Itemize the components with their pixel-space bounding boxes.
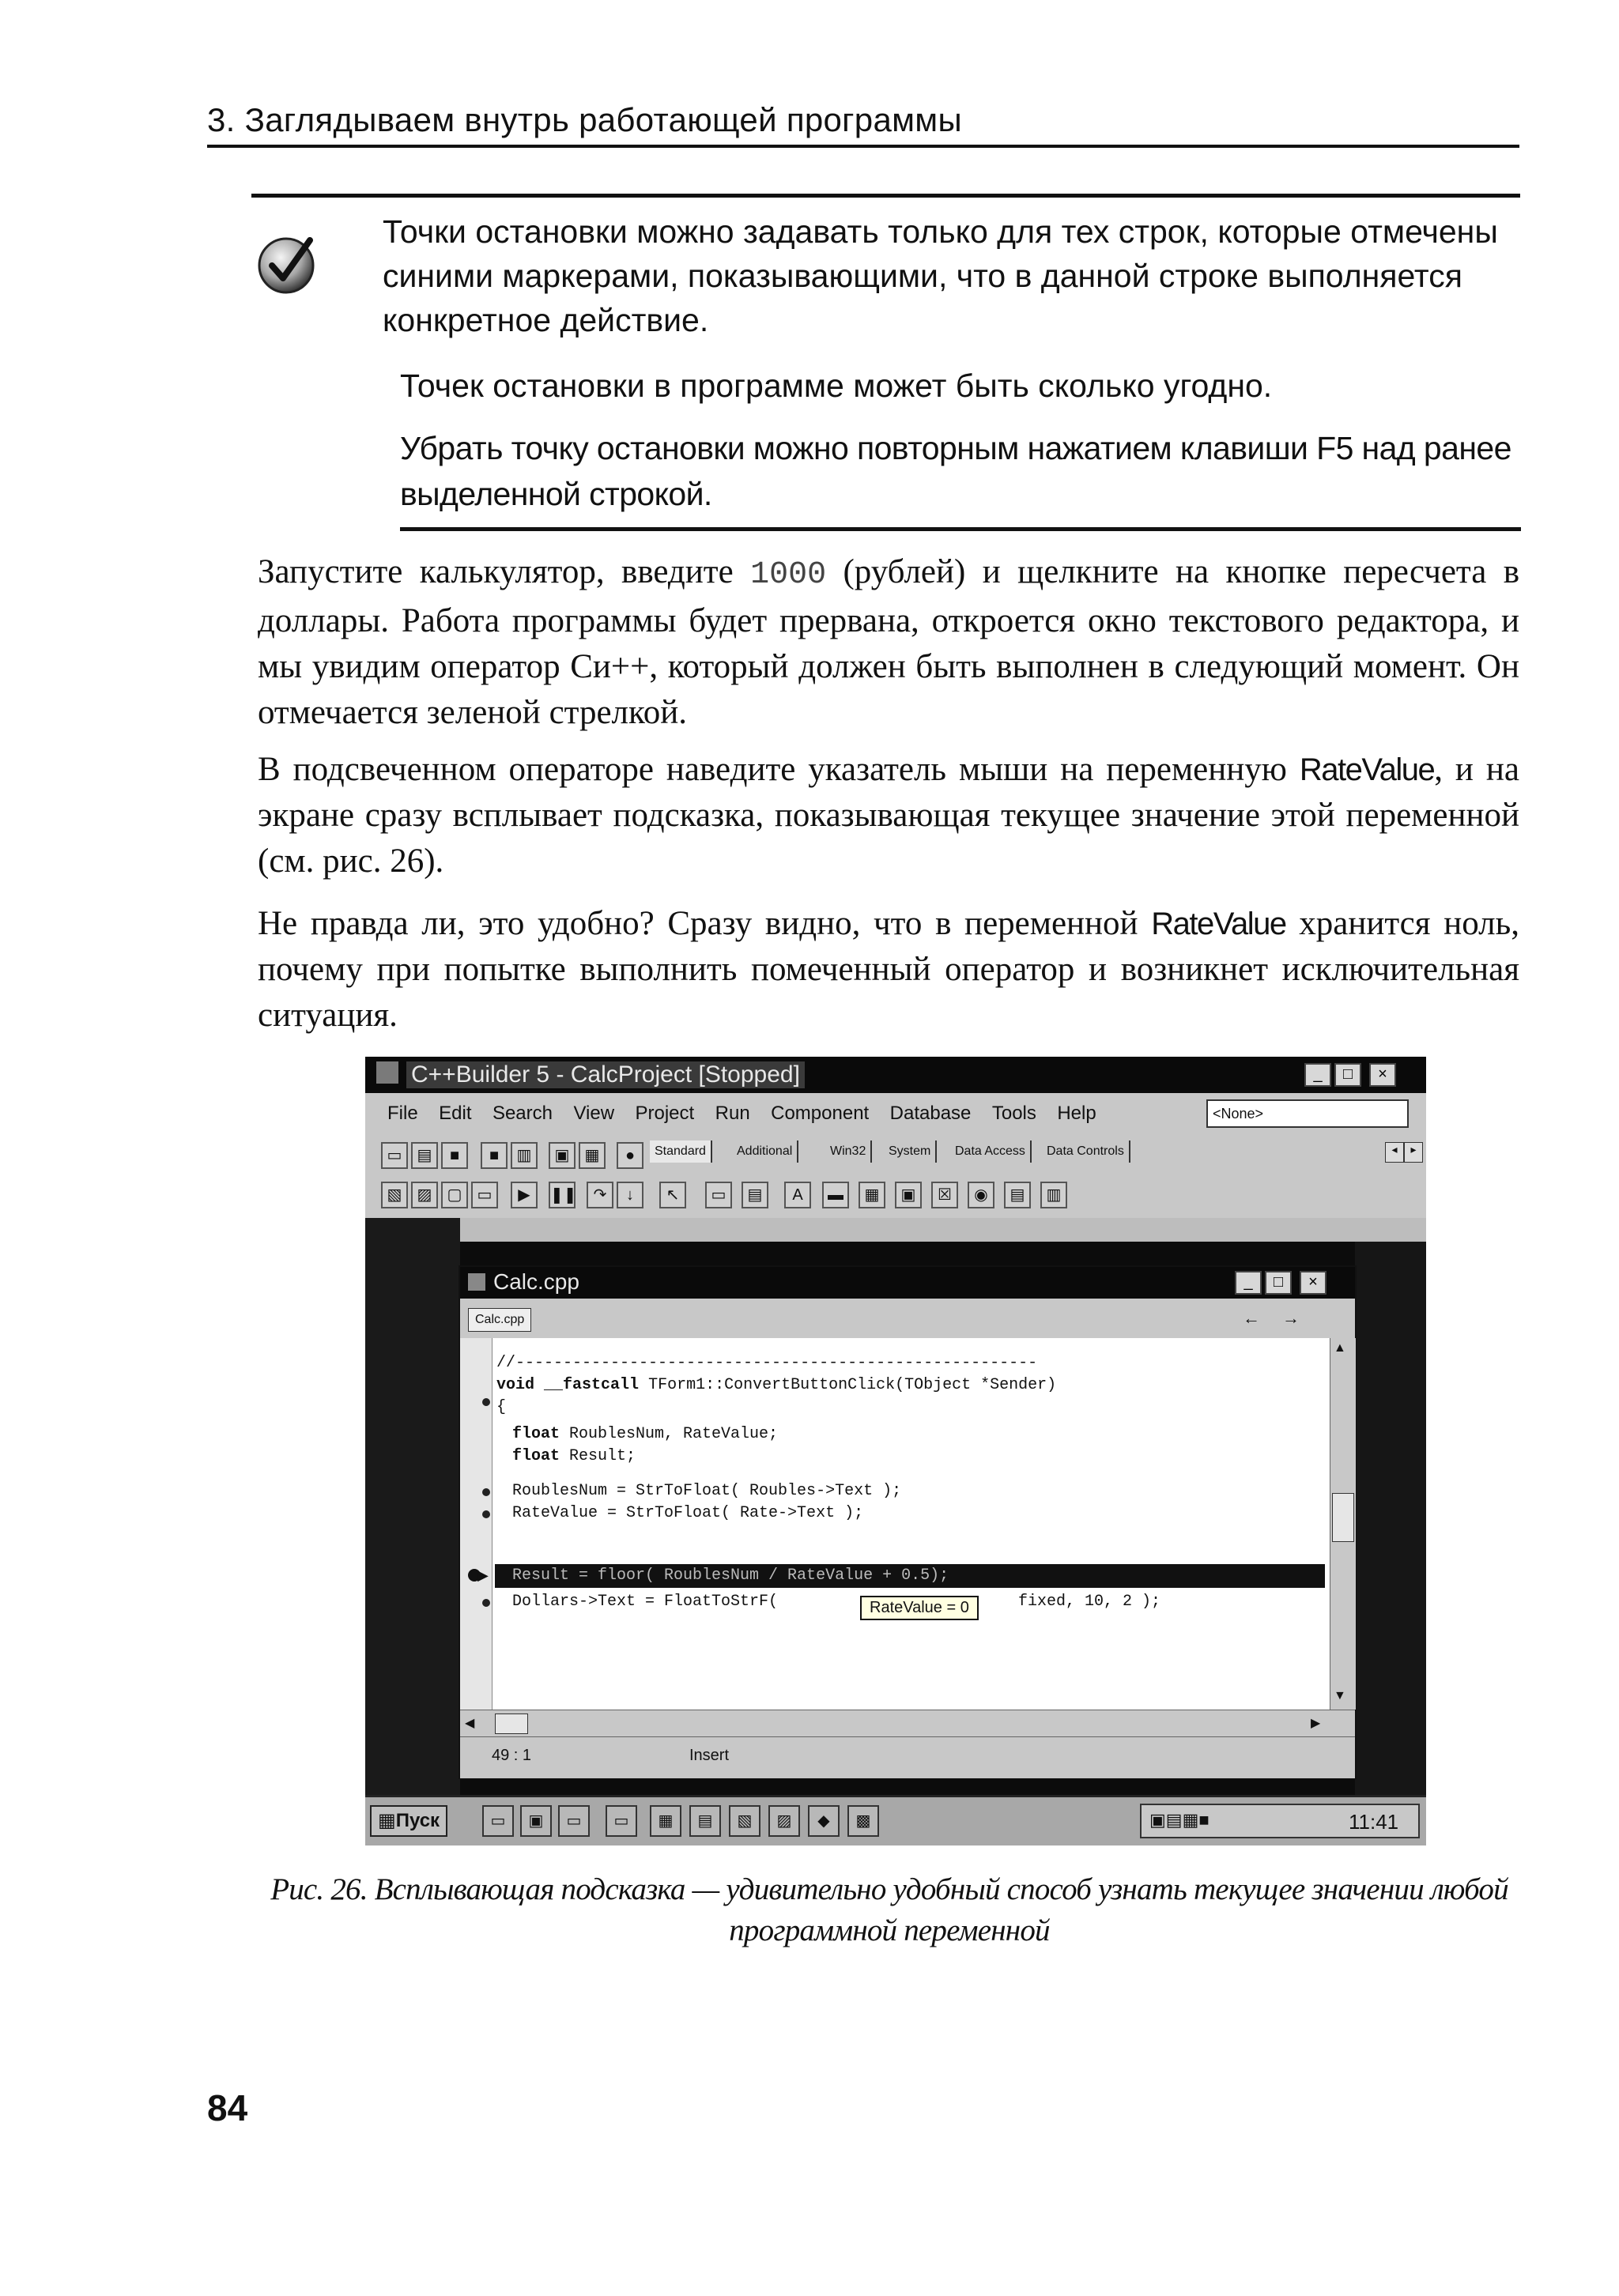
header-rule [207, 145, 1519, 148]
tab-data-access[interactable]: Data Access [950, 1140, 1032, 1163]
palette-scroll-left-icon[interactable]: ◂ [1385, 1142, 1404, 1163]
editor-close-button[interactable]: × [1300, 1271, 1327, 1295]
start-label: Пуск [395, 1810, 440, 1831]
keyword: __fastcall [544, 1376, 640, 1394]
scroll-down-icon[interactable]: ▼ [1334, 1689, 1346, 1702]
cursor-position: 49 : 1 [492, 1747, 532, 1764]
body-paragraph-2 [258, 747, 1519, 884]
taskbar-app-icon[interactable]: ▨ [768, 1805, 800, 1837]
menu-view[interactable]: View [573, 1103, 615, 1124]
variable-tooltip: RateValue = 0 [860, 1596, 979, 1620]
code-line-6: RoublesNum = StrToFloat( Roubles->Text ); [512, 1482, 902, 1500]
menu-items [387, 1103, 1114, 1125]
ide-screenshot [365, 1057, 1426, 1845]
code-line-9-start: Dollars->Text = FloatToStrF( [512, 1593, 779, 1611]
scroll-right-icon[interactable]: ▶ [1311, 1717, 1321, 1730]
code-area[interactable] [460, 1338, 1330, 1710]
code-line-1: //------------------------------------------------------- [496, 1354, 1038, 1372]
note-paragraph-2: Точек остановки в программе может быть сколько угодно. [400, 368, 1273, 404]
menu-bar [365, 1093, 1426, 1136]
checkbox-component-icon[interactable]: ☒ [931, 1182, 958, 1208]
new-icon[interactable]: ▭ [381, 1142, 408, 1169]
code-line-8: Result = floor( RoublesNum / RateValue + 0.5); [512, 1566, 949, 1585]
palette-scroll-right-icon[interactable]: ▸ [1404, 1142, 1423, 1163]
editor-title-bar [460, 1267, 1355, 1299]
code-line-5 [512, 1447, 636, 1465]
tab-data-controls[interactable]: Data Controls [1042, 1140, 1130, 1163]
h-scroll-thumb[interactable] [495, 1714, 528, 1734]
code-text: Result; [560, 1447, 636, 1465]
code-line-2 [496, 1376, 1056, 1394]
edit-component-icon[interactable]: ▬ [822, 1182, 849, 1208]
page-number: 84 [207, 2087, 248, 2128]
system-tray [1140, 1804, 1420, 1838]
editor-minimize-button[interactable]: _ [1235, 1271, 1262, 1295]
editor-tab-calc-cpp[interactable]: Calc.cpp [468, 1308, 531, 1332]
code-editor-window [459, 1265, 1357, 1779]
object-inspector-pane [365, 1218, 460, 1795]
taskbar-app-icon[interactable]: ◆ [808, 1805, 840, 1837]
code-line-9-end: fixed, 10, 2 ); [1018, 1593, 1161, 1611]
file-icon [468, 1273, 485, 1291]
ide-title-bar [365, 1057, 1426, 1093]
taskbar-app-icon[interactable]: ▦ [650, 1805, 681, 1837]
background-form-strip [460, 1218, 1426, 1242]
body-paragraph-3 [258, 901, 1519, 1039]
start-button[interactable] [370, 1805, 447, 1837]
palette-tabs [647, 1136, 1426, 1171]
menu-component[interactable]: Component [771, 1103, 870, 1124]
run-icon[interactable]: ▶ [511, 1182, 538, 1208]
menu-project[interactable]: Project [635, 1103, 695, 1124]
text-run: хранится ноль, почему при попытке выполнить помеченный оператор и возникнет исключительная ситуация. [258, 905, 1519, 1034]
code-text: TForm1::ConvertButtonClick(TObject *Sender) [639, 1376, 1057, 1394]
scroll-up-icon[interactable]: ▲ [1334, 1341, 1346, 1355]
windows-logo-icon: ▦ [378, 1810, 396, 1831]
add-file-icon[interactable]: ▣ [549, 1142, 576, 1169]
inline-variable-name: RateValue [1151, 907, 1286, 941]
step-over-icon[interactable]: ↷ [587, 1182, 613, 1208]
code-line-7: RateValue = StrToFloat( Rate->Text ); [512, 1504, 864, 1522]
label-component-icon[interactable]: A [784, 1182, 811, 1208]
highlighted-line [495, 1564, 1325, 1588]
text-run: (рублей) и щелкните на кнопке пересчета в доллары. Работа программы будет прервана, откроется окно текстового редактора, и мы увидим оператор Си++, который должен быть выполнен в следующий момент. Он отмечается зеленой стрелкой. [258, 553, 1520, 731]
tray-icons: ▣▤▦■ [1149, 1810, 1210, 1830]
open-icon[interactable]: ▤ [411, 1142, 438, 1169]
inline-code-value: 1000 [750, 557, 827, 593]
body-paragraph-1 [258, 549, 1519, 736]
text-run: Не правда ли, это удобно? Сразу видно, что в переменной [258, 905, 1152, 942]
editor-tab-bar [460, 1299, 1355, 1338]
open-project-icon[interactable]: ▥ [511, 1142, 538, 1169]
remove-file-icon[interactable]: ▦ [579, 1142, 606, 1169]
current-line-arrow-icon: ▶ [477, 1567, 489, 1583]
radio-component-icon[interactable]: ◉ [968, 1182, 994, 1208]
main-menu-icon[interactable]: ▭ [705, 1182, 732, 1208]
keyword: float [512, 1447, 560, 1465]
new-form-icon[interactable]: ▭ [471, 1182, 498, 1208]
tab-win32[interactable]: Win32 [825, 1140, 872, 1163]
editor-title: Calc.cpp [493, 1269, 579, 1294]
clock: 11:41 [1349, 1810, 1399, 1834]
text-run: В подсвеченном операторе наведите указатель мыши на переменную [258, 751, 1300, 788]
taskbar [365, 1795, 1426, 1845]
editor-maximize-button[interactable]: □ [1265, 1271, 1292, 1295]
listbox-component-icon[interactable]: ▤ [1004, 1182, 1031, 1208]
nav-back-icon[interactable]: ← [1243, 1308, 1260, 1328]
ide-title: C++Builder 5 - CalcProject [Stopped] [406, 1061, 805, 1088]
maximize-button[interactable]: □ [1334, 1063, 1361, 1087]
help-icon[interactable]: ● [617, 1142, 643, 1169]
menu-help[interactable]: Help [1057, 1103, 1096, 1124]
toolbar-area [365, 1136, 1426, 1218]
save-icon[interactable]: ■ [441, 1142, 468, 1169]
keyword: void [496, 1376, 535, 1394]
taskbar-app-icon[interactable]: ▤ [689, 1805, 721, 1837]
taskbar-app-icon[interactable]: ▭ [606, 1805, 637, 1837]
tab-system[interactable]: System [884, 1140, 937, 1163]
menu-file[interactable]: File [387, 1103, 418, 1124]
taskbar-app-icon[interactable]: ▭ [558, 1805, 590, 1837]
code-line-3: { [496, 1398, 507, 1416]
note-paragraph-3: Убрать точку остановки можно повторным нажатием клавиши F5 над ранее выделенной строкой. [400, 430, 1511, 512]
menu-database[interactable]: Database [889, 1103, 972, 1124]
view-form-icon[interactable]: ▨ [411, 1182, 438, 1208]
text-run: , и на экране сразу всплывает подсказка, показывающая текущее значение этой переменной (см. рис. 26). [258, 751, 1520, 880]
menu-run[interactable]: Run [715, 1103, 750, 1124]
trace-into-icon[interactable]: ↓ [617, 1182, 643, 1208]
edit-mode: Insert [689, 1747, 730, 1764]
menu-tools[interactable]: Tools [991, 1103, 1036, 1124]
pointer-icon[interactable]: ↖ [659, 1182, 686, 1208]
taskbar-app-icon[interactable]: ▭ [482, 1805, 514, 1837]
text-run: Запустите калькулятор, введите [258, 553, 751, 590]
note-top-rule [251, 194, 1520, 198]
vertical-scrollbar[interactable] [1330, 1338, 1356, 1710]
right-pane [1355, 1242, 1426, 1795]
taskbar-app-icon[interactable]: ▧ [729, 1805, 760, 1837]
button-component-icon[interactable]: ▣ [895, 1182, 922, 1208]
menu-search[interactable]: Search [492, 1103, 553, 1124]
popup-menu-icon[interactable]: ▤ [742, 1182, 768, 1208]
editor-status-bar [460, 1736, 1355, 1778]
tab-additional[interactable]: Additional [732, 1140, 798, 1163]
checkmark-icon [251, 226, 327, 302]
tab-standard[interactable]: Standard [650, 1140, 712, 1163]
scroll-thumb[interactable] [1332, 1493, 1354, 1542]
code-text: RoublesNum, RateValue; [560, 1425, 779, 1443]
running-header: 3. Заглядываем внутрь работающей программы [207, 101, 962, 138]
taskbar-app-icon[interactable]: ▩ [847, 1805, 879, 1837]
pause-icon[interactable]: ❚❚ [549, 1182, 576, 1208]
keyword: float [512, 1425, 560, 1443]
app-icon [376, 1061, 398, 1084]
minimize-button[interactable]: _ [1304, 1063, 1331, 1087]
view-unit-icon[interactable]: ▧ [381, 1182, 408, 1208]
note-bottom-rule [400, 527, 1521, 531]
memo-component-icon[interactable]: ▦ [859, 1182, 885, 1208]
close-button[interactable]: × [1369, 1063, 1396, 1087]
toggle-form-icon[interactable]: ▢ [441, 1182, 468, 1208]
nav-forward-icon[interactable]: → [1282, 1308, 1300, 1328]
horizontal-scrollbar[interactable] [460, 1710, 1355, 1737]
taskbar-app-icon[interactable]: ▣ [520, 1805, 552, 1837]
combobox-component-icon[interactable]: ▥ [1040, 1182, 1067, 1208]
scroll-left-icon[interactable]: ◀ [465, 1717, 475, 1730]
inline-variable-name: RateValue [1299, 752, 1435, 787]
menu-edit[interactable]: Edit [439, 1103, 472, 1124]
component-combo[interactable]: <None> [1206, 1099, 1409, 1128]
save-all-icon[interactable]: ■ [481, 1142, 508, 1169]
note-paragraph-1: Точки остановки можно задавать только для тех строк, которые отмечены синими маркерами, показывающими, что в данной строке выполняется конкретное действие. [383, 213, 1498, 338]
figure-caption: Рис. 26. Всплывающая подсказка — удивительно удобный способ узнать текущее значении любой программной переменной [270, 1872, 1508, 1947]
code-line-4 [512, 1425, 778, 1443]
